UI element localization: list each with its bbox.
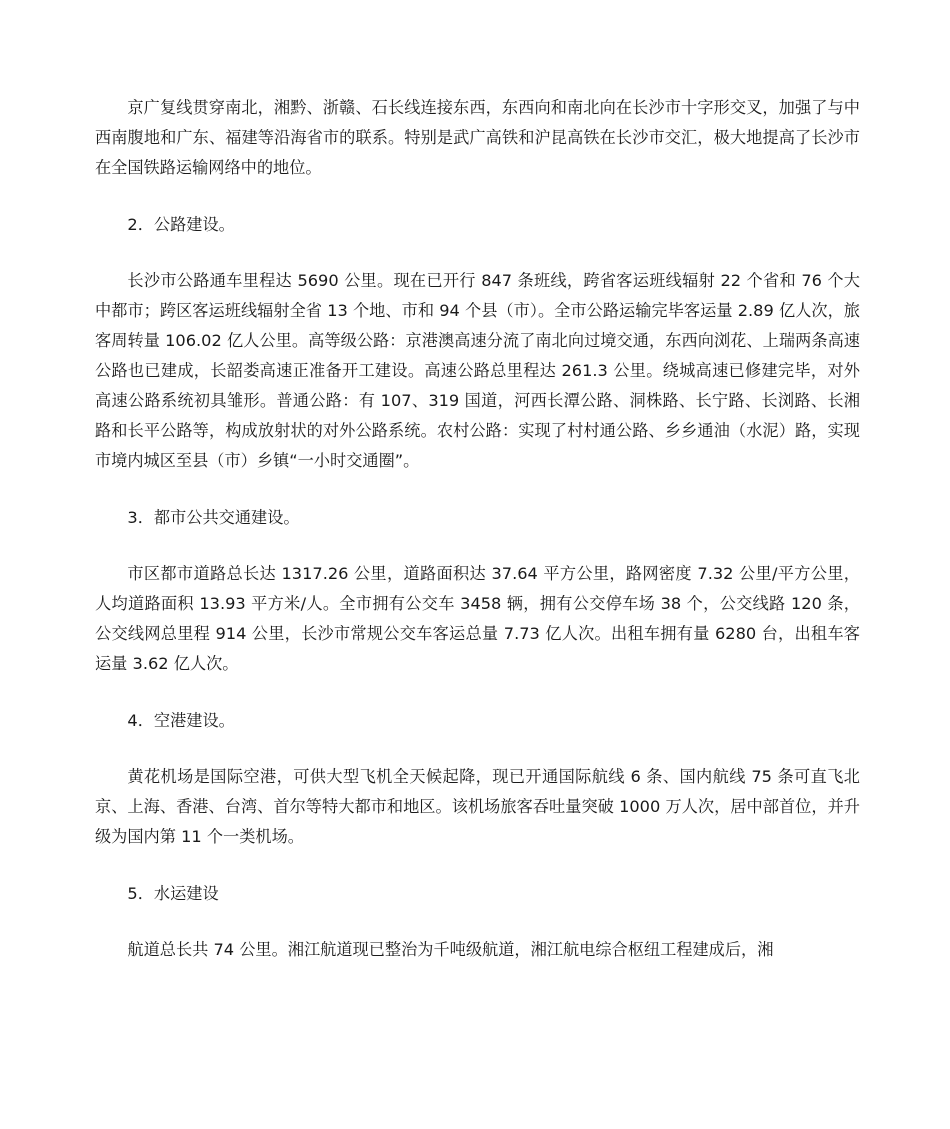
heading-waterway: 5．水运建设 — [127, 884, 219, 903]
paragraph-spacer — [95, 533, 860, 559]
paragraph-spacer — [95, 909, 860, 935]
paragraph-waterway: 航道总长共 74 公里。湘江航道现已整治为千吨级航道，湘江航电综合枢纽工程建成后，湘 — [127, 940, 774, 959]
paragraph-spacer — [95, 476, 860, 503]
document-body — [95, 93, 860, 965]
heading-public-transit: 3．都市公共交通建设。 — [127, 508, 300, 527]
paragraph-highway: 长沙市公路通车里程达 5690 公里。现在已开行 847 条班线，跨省客运班线辐射 22 个省和 76 个大中都市；跨区客运班线辐射全省 13 个地、市和 94 个县（市）。全市公路运输完毕客运量 2.89 亿人次，旅客周转量 106.02 亿人公里。高等级公路：京港澳高速分流了南北向过境交通，东西向浏花、上瑞两条高速公路也已建成，长韶娄高速正准备开工建设。高速公路总里程达 261.3 公里。绕城高速已修建完毕，对外高速公路系统初具雏形。普通公路：有 107、319 国道，河西长潭公路、洞株路、长宁路、长浏路、长湘路和长平公路等，构成放射状的对外公路系统。农村公路：实现了村村通公路、乡乡通油（水泥）路，实现市境内城区至县（市）乡镇“一小时交通圈”。 — [95, 271, 860, 470]
paragraph-airport: 黄花机场是国际空港，可供大型飞机全天候起降，现已开通国际航线 6 条、国内航线 75 条可直飞北京、上海、香港、台湾、首尔等特大都市和地区。该机场旅客吞吐量突破 1000 万人次，居中部首位，并升级为国内第 11 个一类机场。 — [95, 767, 860, 846]
paragraph-spacer — [95, 736, 860, 762]
paragraph-spacer — [95, 183, 860, 210]
paragraph-public-transit: 市区都市道路总长达 1317.26 公里，道路面积达 37.64 平方公里，路网密度 7.32 公里/平方公里，人均道路面积 13.93 平方米/人。全市拥有公交车 3458 辆，拥有公交停车场 38 个，公交线路 120 条，公交线网总里程 914 公里，长沙市常规公交车客运总量 7.73 亿人次。出租车拥有量 6280 台，出租车客运量 3.62 亿人次。 — [95, 564, 860, 673]
heading-airport: 4．空港建设。 — [127, 711, 235, 730]
paragraph-spacer — [95, 240, 860, 266]
paragraph-spacer — [95, 679, 860, 706]
heading-highway-construction: 2．公路建设。 — [127, 215, 235, 234]
paragraph-spacer — [95, 852, 860, 879]
paragraph-railway-network: 京广复线贯穿南北，湘黔、浙赣、石长线连接东西，东西向和南北向在长沙市十字形交叉，加强了与中西南腹地和广东、福建等沿海省市的联系。特别是武广高铁和沪昆高铁在长沙市交汇，极大地提高了长沙市在全国铁路运输网络中的地位。 — [95, 98, 860, 177]
